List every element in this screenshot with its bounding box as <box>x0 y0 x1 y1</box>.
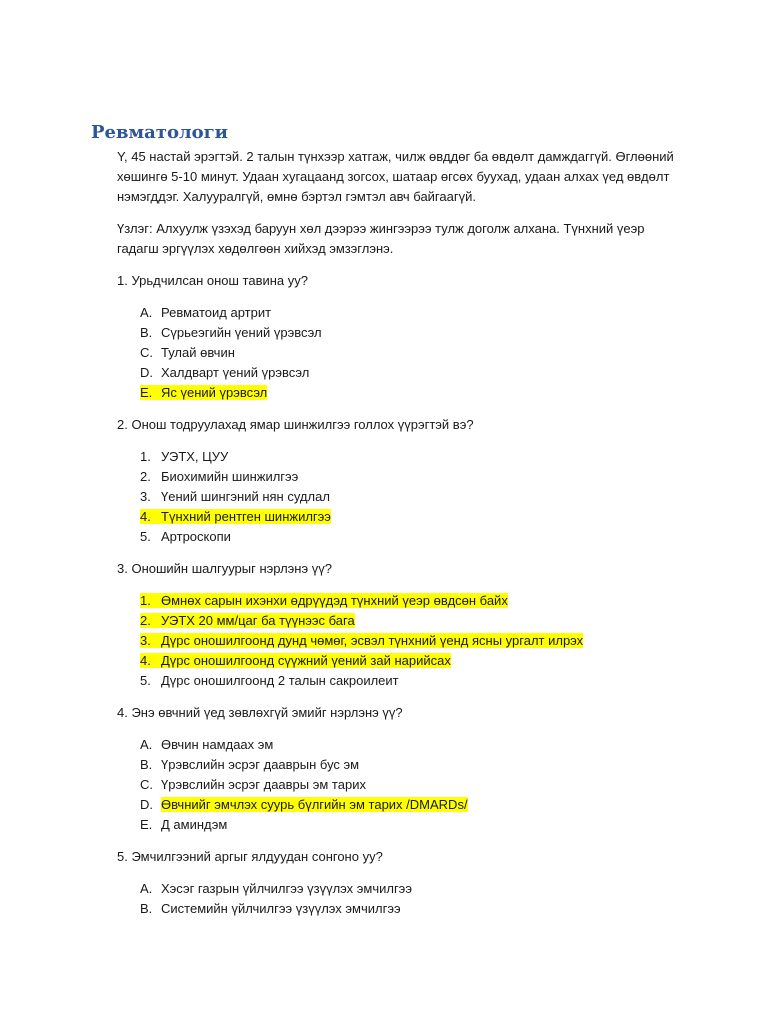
case-history: Y, 45 настай эрэгтэй. 2 талын түнхээр хатгаж, чилж өвддөг ба өвдөлт дамждаггүй. Өглөөний хөшингө 5-10 минут. Удаан хугацаанд зогсох, шатаар өгсөх буухад, удаан алхах үед өвдөлт нэмэгддэг. Халууралгүй, өмнө бэртэл гэмтэл авч байгаагүй. <box>117 149 674 204</box>
option-text: Өмнөх сарын ихэнхи өдрүүдэд түнхний үеэр өвдсөн байх <box>161 593 508 608</box>
list-item <box>140 527 677 547</box>
option-marker: 5. <box>140 529 151 544</box>
list-item <box>140 323 677 343</box>
option-marker: D. <box>140 365 153 380</box>
option-marker: 4. <box>140 509 151 524</box>
option-text: Д аминдэм <box>161 817 228 832</box>
question-5-options <box>117 879 677 919</box>
option-text: Түнхний рентген шинжилгээ <box>161 509 331 524</box>
question-3-options <box>117 591 677 691</box>
option-text: Тулай өвчин <box>161 345 235 360</box>
list-item <box>140 363 677 383</box>
option-text: Өвчнийг эмчлэх суурь бүлгийн эм тарих /DMARDs/ <box>161 797 468 812</box>
list-item <box>140 303 677 323</box>
option-text: Үрэвслийн эсрэг даавры эм тарих <box>161 777 366 792</box>
case-exam: Үзлэг: Алхуулж үзэхэд баруун хөл дээрээ жингээрээ тулж доголж алхана. Түнхний үеэр гадагш эргүүлэх хөдөлгөөн хийхэд эмзэглэнэ. <box>117 221 645 256</box>
list-item <box>140 755 677 775</box>
list-item <box>140 447 677 467</box>
option-text: Дүрс оношилгоонд 2 талын сакроилеит <box>161 673 399 688</box>
list-item <box>140 467 677 487</box>
option-text: Хэсэг газрын үйлчилгээ үзүүлэх эмчилгээ <box>161 881 412 896</box>
option-marker: 2. <box>140 469 151 484</box>
list-item-highlighted <box>140 631 677 651</box>
option-text: Үрэвслийн эсрэг дааврын бус эм <box>161 757 360 772</box>
option-text: Биохимийн шинжилгээ <box>161 469 299 484</box>
option-text: Үений шингэний нян судлал <box>161 489 330 504</box>
list-item <box>140 487 677 507</box>
option-marker: A. <box>140 305 153 320</box>
list-item-highlighted <box>140 651 677 671</box>
question-2-options <box>117 447 677 547</box>
page-title: Ревматологи <box>91 122 229 143</box>
list-item-highlighted <box>140 507 677 527</box>
question-4-options <box>117 735 677 835</box>
list-item-highlighted <box>140 383 677 403</box>
option-marker: B. <box>140 901 153 916</box>
list-item <box>140 775 677 795</box>
option-marker: B. <box>140 757 153 772</box>
option-text: Дүрс оношилгоонд дунд чөмөг, эсвэл түнхний үенд ясны ургалт илрэх <box>161 633 584 648</box>
question-3: 3. Оношийн шалгуурыг нэрлэнэ үү? <box>117 561 332 576</box>
question-1: 1. Урьдчилсан онош тавина уу? <box>117 273 308 288</box>
option-marker: 5. <box>140 673 151 688</box>
option-marker: C. <box>140 777 153 792</box>
option-marker: 4. <box>140 653 151 668</box>
question-4: 4. Энэ өвчний үед зөвлөхгүй эмийг нэрлэнэ үү? <box>117 705 403 720</box>
option-marker: A. <box>140 737 153 752</box>
option-marker: E. <box>140 817 153 832</box>
list-item-highlighted <box>140 591 677 611</box>
option-marker: 1. <box>140 593 151 608</box>
question-5: 5. Эмчилгээний аргыг ялдуудан сонгоно уу? <box>117 849 383 864</box>
option-marker: A. <box>140 881 153 896</box>
list-item-highlighted <box>140 795 677 815</box>
list-item <box>140 879 677 899</box>
list-item <box>140 671 677 691</box>
option-text: Системийн үйлчилгээ үзүүлэх эмчилгээ <box>161 901 401 916</box>
list-item <box>140 343 677 363</box>
option-marker: 2. <box>140 613 151 628</box>
option-text: Яс үений үрэвсэл <box>161 385 268 400</box>
option-marker: C. <box>140 345 153 360</box>
option-marker: 3. <box>140 633 151 648</box>
option-text: Дүрс оношилгоонд сүүжний үений зай нарийсах <box>161 653 451 668</box>
option-text: УЭТХ, ЦУУ <box>161 449 229 464</box>
list-item <box>140 899 677 919</box>
option-marker: 3. <box>140 489 151 504</box>
option-text: Ревматоид артрит <box>161 305 272 320</box>
option-text: Артроскопи <box>161 529 231 544</box>
question-1-options <box>117 303 677 403</box>
option-marker: D. <box>140 797 153 812</box>
option-marker: 1. <box>140 449 151 464</box>
list-item <box>140 735 677 755</box>
document-body <box>117 147 677 931</box>
option-text: Өвчин намдаах эм <box>161 737 274 752</box>
option-marker: E. <box>140 385 153 400</box>
question-2: 2. Онош тодруулахад ямар шинжилгээ голлох үүрэгтэй вэ? <box>117 417 474 432</box>
option-marker: B. <box>140 325 153 340</box>
option-text: Сүрьеэгийн үений үрэвсэл <box>161 325 322 340</box>
list-item-highlighted <box>140 611 677 631</box>
option-text: Халдварт үений үрэвсэл <box>161 365 310 380</box>
option-text: УЭТХ 20 мм/цаг ба түүнээс бага <box>161 613 355 628</box>
list-item <box>140 815 677 835</box>
